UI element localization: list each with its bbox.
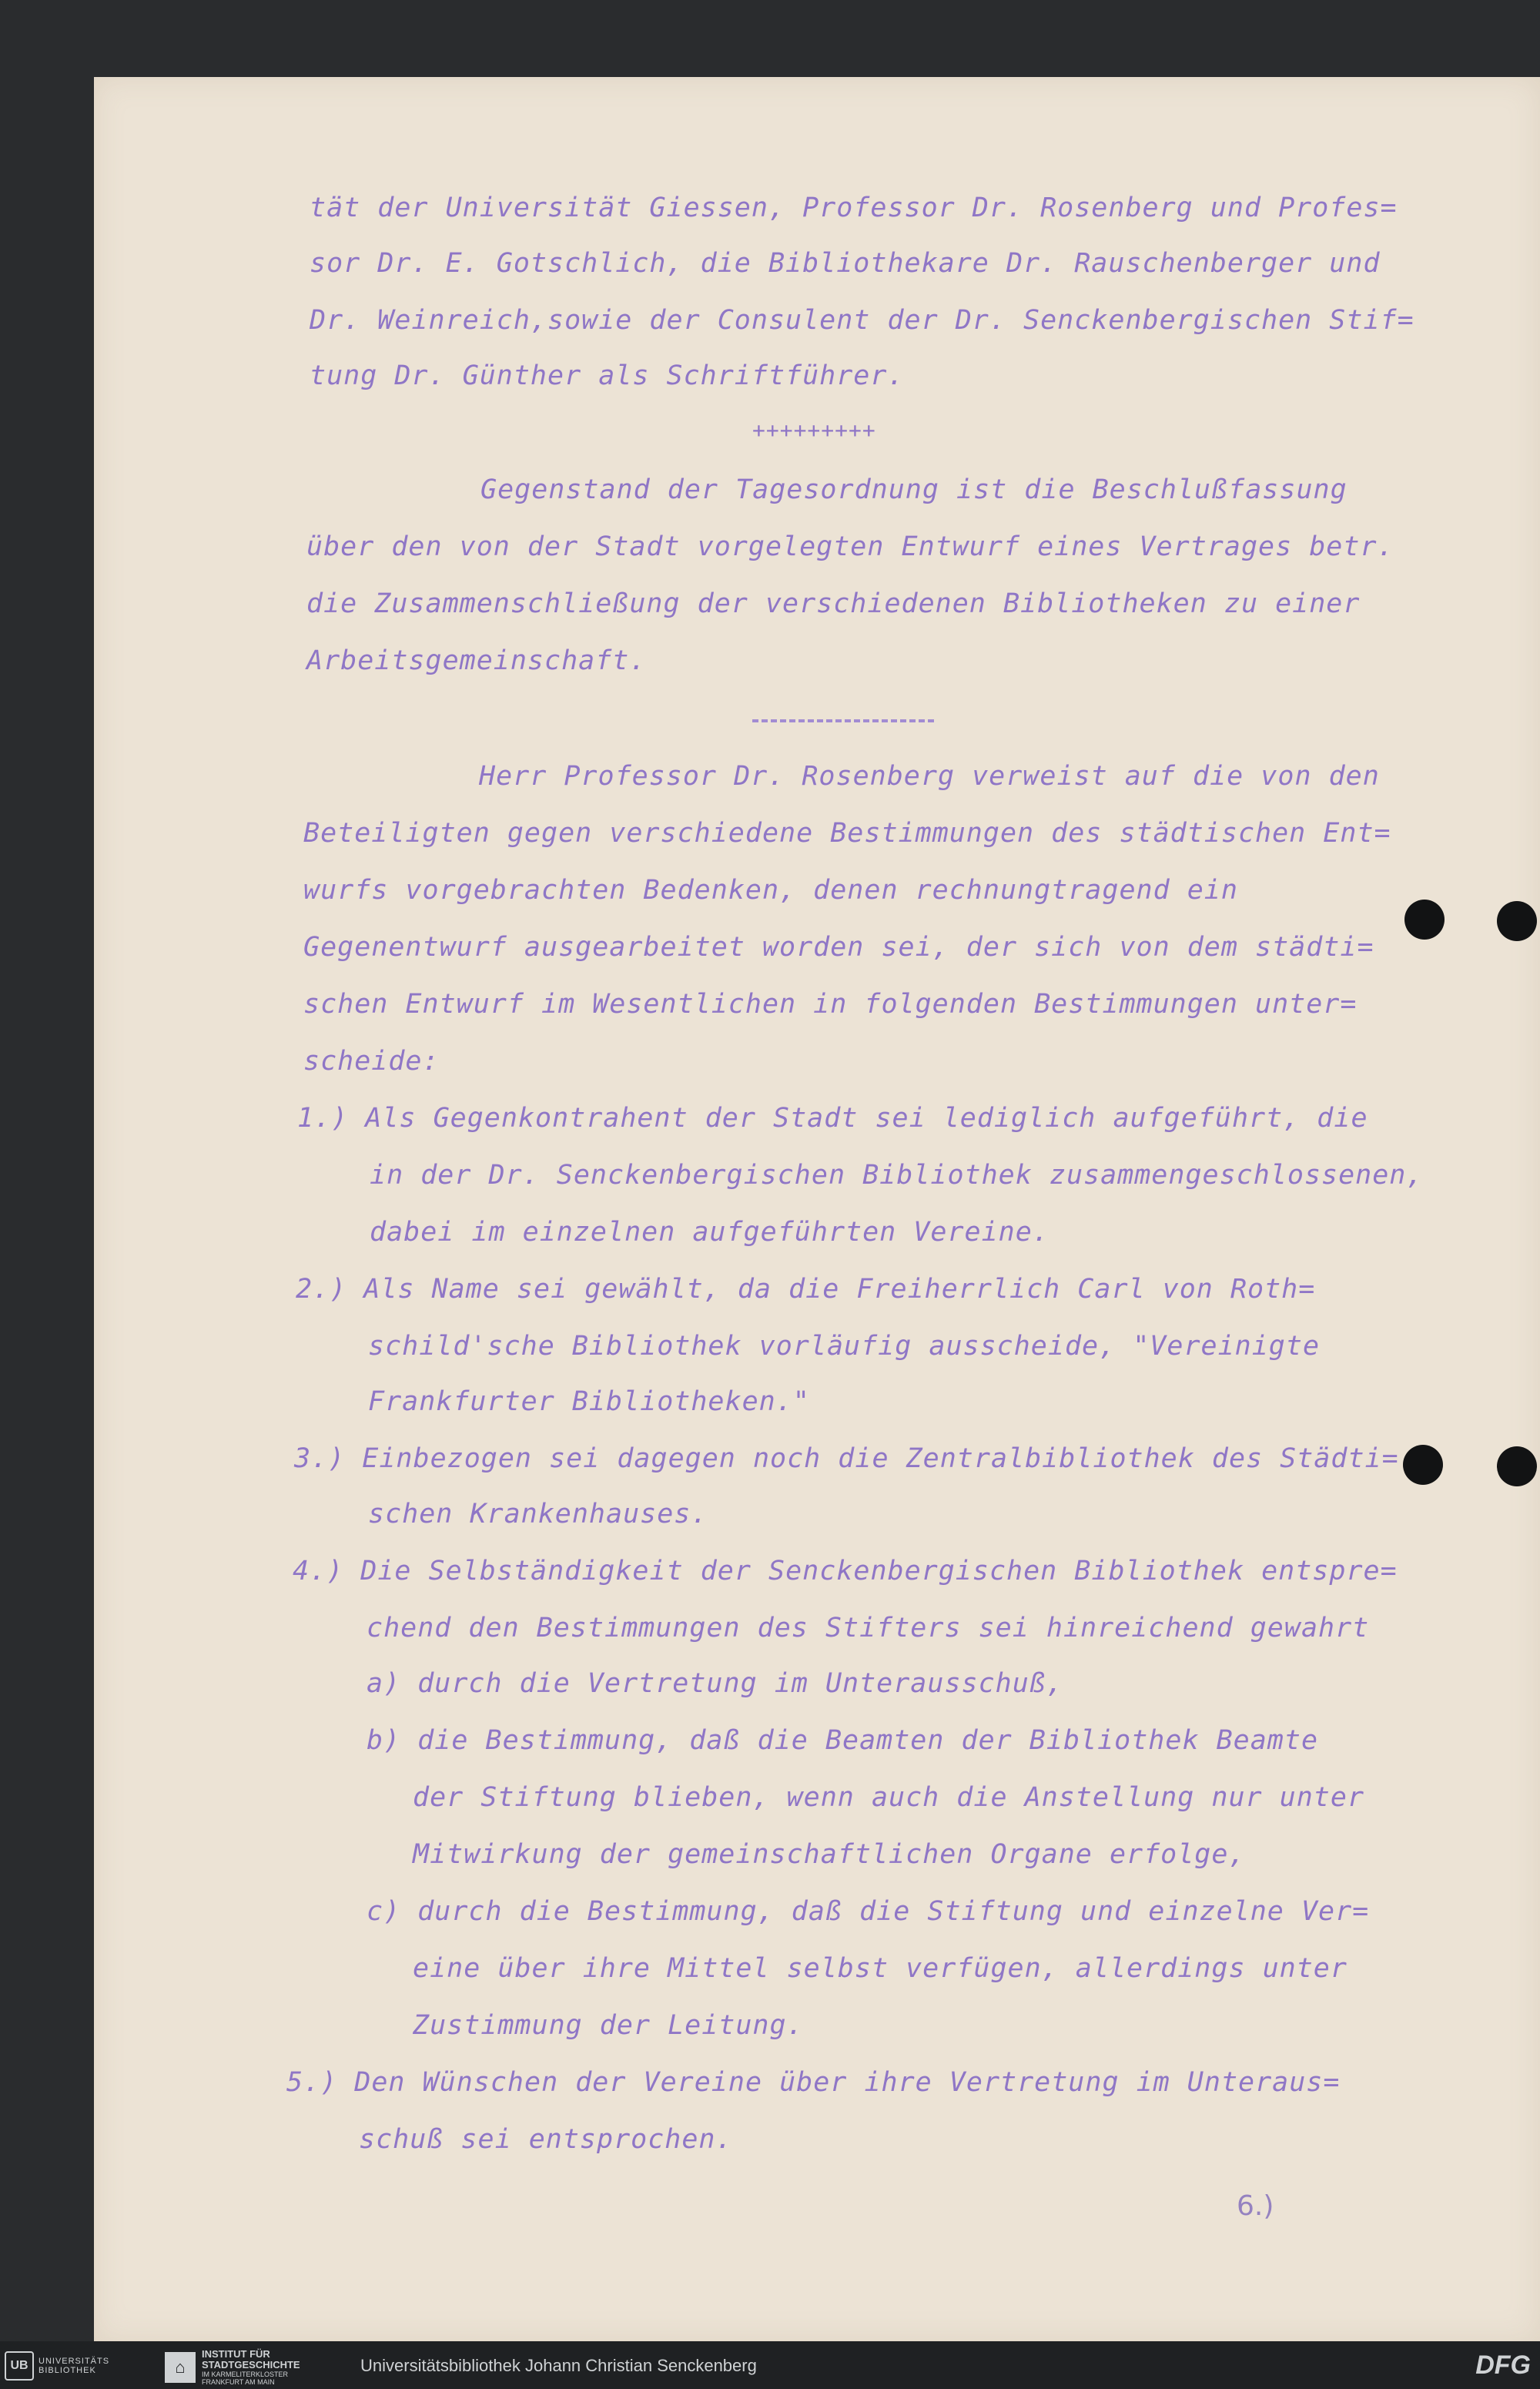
item-4b-line-3: Mitwirkung der gemeinschaftlichen Organe erfolge,: [413, 1839, 1246, 1870]
punch-hole: [1404, 900, 1445, 940]
item-4a: a) durch die Vertretung im Unterausschuß,: [367, 1668, 1063, 1699]
library-name[interactable]: Universitätsbibliothek Johann Christian Senckenberg: [360, 2356, 757, 2375]
item-3-line-1: 3.) Einbezogen sei dagegen noch die Zentralbibliothek des Städti=: [294, 1443, 1399, 1474]
text-line-11: Beteiligten gegen verschiedene Bestimmungen des städtischen Ent=: [303, 818, 1391, 849]
text-line-13: Gegenentwurf ausgearbeitet worden sei, der sich von dem städti=: [303, 932, 1374, 963]
ub-mark-icon: UB: [5, 2351, 34, 2381]
item-4-line-1: 4.) Die Selbständigkeit der Senckenbergischen Bibliothek entspre=: [293, 1556, 1398, 1587]
item-2-line-2: schild'sche Bibliothek vorläufig ausscheide, "Vereinigte: [368, 1331, 1321, 1362]
item-4c-line-2: eine über ihre Mittel selbst verfügen, allerdings unter: [413, 1953, 1348, 1984]
punch-hole: [1497, 901, 1537, 941]
text-line-8: die Zusammenschließung der verschiedenen Bibliotheken zu einer: [306, 588, 1361, 619]
item-2-line-3: Frankfurter Bibliotheken.": [368, 1386, 810, 1417]
item-4b-line-2: der Stiftung blieben, wenn auch die Anstellung nur unter: [413, 1782, 1365, 1813]
text-line-3: Dr. Weinreich,sowie der Consulent der Dr. Senckenbergischen Stif=: [310, 305, 1414, 336]
item-5-line-2: schuß sei entsprochen.: [359, 2124, 733, 2155]
text-line-6: Gegenstand der Tagesordnung ist die Beschlußfassung: [480, 474, 1348, 505]
text-line-12: wurfs vorgebrachten Bedenken, denen rechnungtragend ein: [303, 875, 1238, 906]
institute-emblem-icon: ⌂: [165, 2352, 196, 2383]
ub-logo[interactable]: [5, 2352, 109, 2380]
text-line-10: Herr Professor Dr. Rosenberg verweist auf die von den: [479, 761, 1380, 792]
typed-text-block: [94, 77, 1540, 2341]
item-4b-line-1: b) die Bestimmung, daß die Beamten der Bibliothek Beamte: [367, 1725, 1319, 1756]
item-1-line-1: 1.) Als Gegenkontrahent der Stadt sei lediglich aufgeführt, die: [297, 1103, 1368, 1134]
item-4c-line-3: Zustimmung der Leitung.: [413, 2010, 804, 2041]
item-1-line-3: dabei im einzelnen aufgeführten Vereine.: [370, 1217, 1050, 1248]
text-line-1: tät der Universität Giessen, Professor Dr. Rosenberg und Profes=: [310, 193, 1398, 223]
text-line-4: tung Dr. Günther als Schriftführer.: [310, 360, 905, 391]
document-page: [94, 77, 1540, 2341]
text-line-15: scheide:: [303, 1046, 440, 1077]
item-1-line-2: in der Dr. Senckenbergischen Bibliothek zusammengeschlossenen,: [370, 1160, 1424, 1191]
punch-hole: [1403, 1445, 1443, 1485]
viewer-footer: [0, 2341, 1540, 2389]
separator-plus: +++++++++: [752, 417, 876, 443]
institute-name: INSTITUT FÜR STADTGESCHICHTE IM KARMELITERKLOSTER FRANKFURT AM MAIN: [202, 2348, 300, 2386]
item-5-line-1: 5.) Den Wünschen der Vereine über ihre Vertretung im Unteraus=: [286, 2067, 1341, 2098]
text-line-2: sor Dr. E. Gotschlich, die Bibliothekare Dr. Rauschenberger und: [310, 248, 1381, 279]
item-2-line-1: 2.) Als Name sei gewählt, da die Freiherrlich Carl von Roth=: [296, 1274, 1316, 1305]
folio-number: 6.): [1237, 2190, 1274, 2222]
item-4c-line-1: c) durch die Bestimmung, daß die Stiftung und einzelne Ver=: [367, 1896, 1370, 1927]
item-4-line-2: chend den Bestimmungen des Stifters sei hinreichend gewahrt: [367, 1613, 1370, 1643]
text-line-9: Arbeitsgemeinschaft.: [306, 645, 647, 676]
separator-rule: [752, 719, 934, 722]
text-line-7: über den von der Stadt vorgelegten Entwurf eines Vertrages betr.: [306, 531, 1394, 562]
dfg-logo[interactable]: DFG: [1475, 2350, 1531, 2380]
text-line-14: schen Entwurf im Wesentlichen in folgenden Bestimmungen unter=: [303, 989, 1358, 1020]
punch-hole: [1497, 1446, 1537, 1486]
ub-logo-subtitle: UNIVERSITÄTS BIBLIOTHEK: [38, 2357, 110, 2375]
institute-logo[interactable]: [165, 2349, 300, 2386]
item-3-line-2: schen Krankenhauses.: [368, 1499, 708, 1530]
